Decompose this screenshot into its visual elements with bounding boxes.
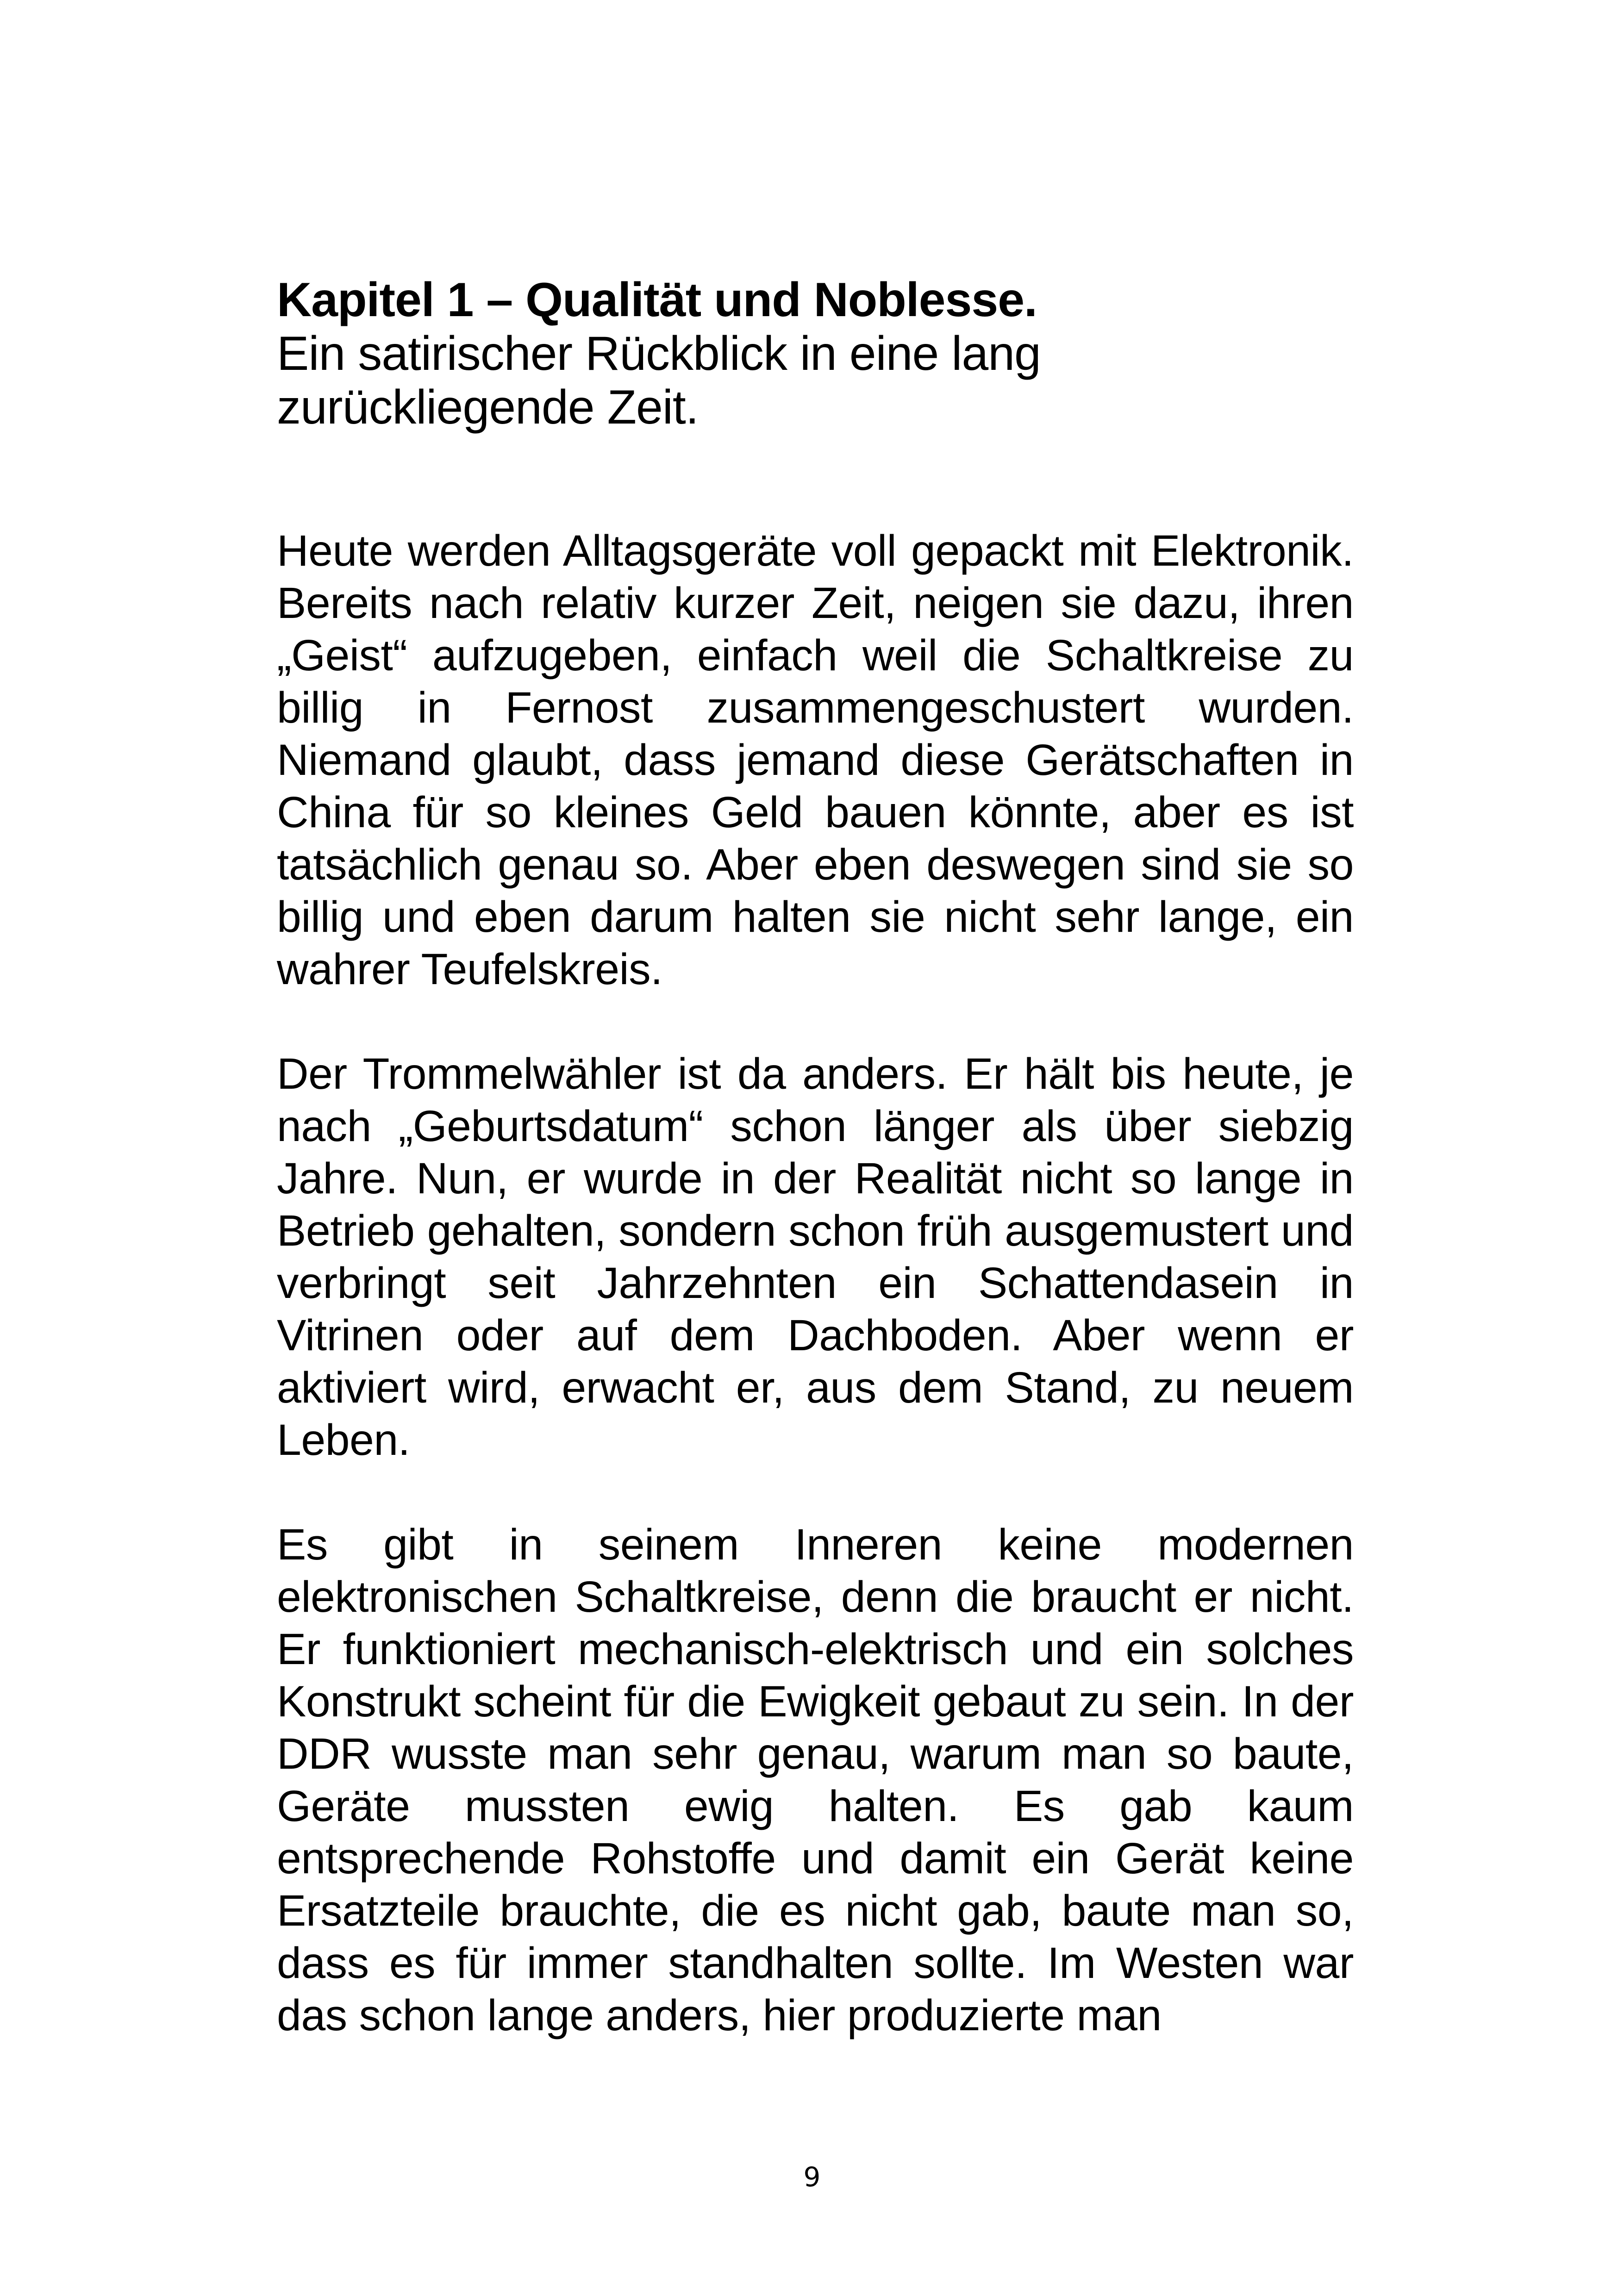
page-text-block [277, 273, 1354, 2042]
page-number: 9 [803, 2161, 821, 2193]
paragraph-2: Der Trommelwähler ist da anders. Er hält bis heute, je nach „Geburtsdatum“ schon länger als über siebzig Jahre. Nun, er wurde in der Realität nicht so lange in Betrieb gehalten, sondern schon früh ausgemustert und verbringt seit Jahrzehnten ein Schattendasein in Vitrinen oder auf dem Dachboden. Aber wenn er aktiviert wird, erwacht er, aus dem Stand, zu neuem Leben. [277, 1049, 1354, 1465]
chapter-subtitle: Ein satirischer Rückblick in eine lang zurückliegende Zeit. [277, 327, 1041, 434]
chapter-title: Kapitel 1 – Qualität und Noblesse. [277, 273, 1037, 327]
paragraph-3: Es gibt in seinem Inneren keine modernen elektronischen Schaltkreise, denn die braucht er nicht. Er funktioniert mechanisch-elektrisch und ein solches Konstrukt scheint für die Ewigkeit gebaut zu sein. In der DDR wusste man sehr genau, warum man so baute, Geräte mussten ewig halten. Es gab kaum entsprechende Rohstoffe und damit ein Gerät keine Ersatzteile brauchte, die es nicht gab, baute man so, dass es für immer standhalten sollte. Im Westen war das schon lange anders, hier produzierte man [277, 1520, 1354, 2040]
paragraph-1: Heute werden Alltagsgeräte voll gepackt mit Elektronik. Bereits nach relativ kurzer Zeit, neigen sie dazu, ihren „Geist“ aufzugeben, einfach weil die Schaltkreise zu billig in Fernost zusammengeschustert wurden. Niemand glaubt, dass jemand diese Gerätschaften in China für so kleines Geld bauen könnte, aber es ist tatsächlich genau so. Aber eben deswegen sind sie so billig und eben darum halten sie nicht sehr lange, ein wahrer Teufelskreis. [277, 526, 1354, 994]
